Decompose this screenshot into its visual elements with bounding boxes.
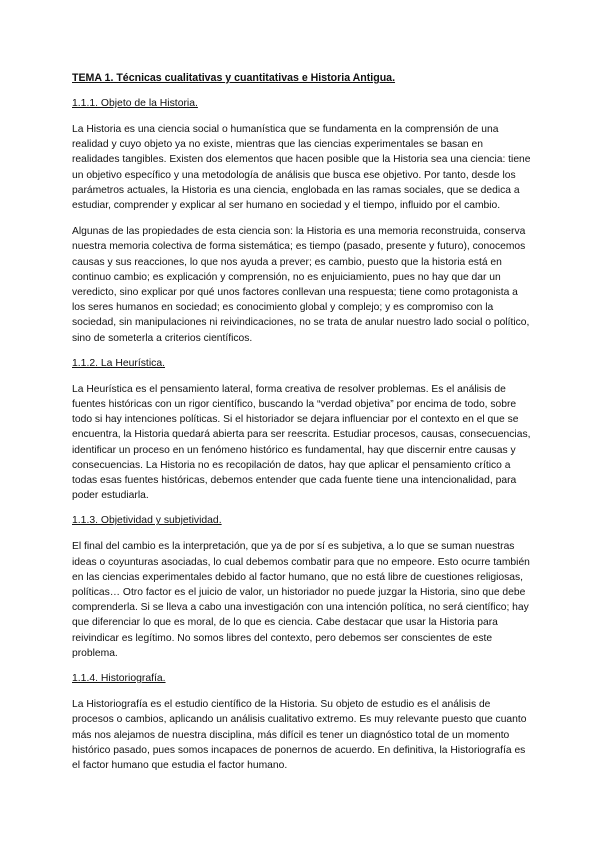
- paragraph: El final del cambio es la interpretación, que ya de por sí es subjetiva, a lo que se suman nuestras ideas o coyunturas asociadas, lo cual debemos combatir para que no empeore. Esto ocurre también en las ciencias experimentales debido al factor humano, que no está libre de cuestiones religiosas, políticas… Otro factor es el juicio de valor, un historiador no puede juzgar la Historia, sino que debe comprenderla. Si se lleva a cabo una investigación con una intención política, no será científico; hay que diferenciar lo que es moral, de lo que es ciencia. Cabe destacar que usar la Historia para reivindicar es legítimo. No somos libres del contexto, pero debemos ser conscientes de este problema.: [72, 541, 530, 659]
- section-historiografia: [72, 672, 532, 773]
- section-heuristica: [72, 357, 532, 504]
- section-objeto-historia: [72, 97, 532, 346]
- section-heading: 1.1.1. Objeto de la Historia.: [72, 98, 198, 109]
- paragraph: Algunas de las propiedades de esta ciencia son: la Historia es una memoria reconstruida, conserva nuestra memoria colectiva de forma sistemática; es tiempo (pasado, presente y futuro), conocemos causas y sus reacciones, lo que nos ayuda a prever; es cambio, puesto que la historia está en continuo cambio; es explicación y comprensión, no es enjuiciamiento, pues no hay que dar un veredicto, sino explicar por qué unos factores conllevan una respuesta; tiene como protagonista a los seres humanos en sociedad; es conocimiento global y complejo; y es compromiso con la sociedad, sin manipulaciones ni reivindicaciones, no se trata de anular nuestro lado social o político, sino de someterla a criterios científicos.: [72, 226, 530, 344]
- document-title: TEMA 1. Técnicas cualitativas y cuantitativas e Historia Antigua.: [72, 72, 396, 84]
- section-heading: 1.1.3. Objetividad y subjetividad.: [72, 515, 222, 527]
- section-objetividad-subjetividad: [72, 514, 532, 661]
- section-heading: 1.1.4. Historiografía.: [72, 673, 166, 685]
- document-page: [72, 71, 532, 784]
- paragraph: La Historia es una ciencia social o humanística que se fundamenta en la comprensión de una realidad y cuyo objeto ya no existe, mientras que las ciencias experimentales se basan en realidades tangibles. Existen dos elementos que hacen posible que la Historia sea una ciencia: tiene un objetivo específico y una metodología de análisis que busca ese objetivo. Por tanto, desde los parámetros actuales, la Historia es una ciencia, englobada en las ramas sociales, que se dedica a estudiar, comprender y explicar al ser humano en sociedad y el tiempo, influido por el cambio.: [72, 124, 531, 212]
- paragraph: La Historiografía es el estudio científico de la Historia. Su objeto de estudio es el análisis de procesos o cambios, aplicando un análisis cualitativo extremo. Es muy relevante puesto que cuanto más nos alejamos de nuestra disciplina, más difícil es tener un diagnóstico total de un momento histórico pasado, pues somos incapaces de ponernos de acuerdo. En definitiva, la Historiografía es el factor humano que estudia el factor humano.: [72, 699, 527, 771]
- section-heading: 1.1.2. La Heurística.: [72, 357, 165, 369]
- paragraph: La Heurística es el pensamiento lateral, forma creativa de resolver problemas. Es el análisis de fuentes históricas con un rigor científico, buscando la “verdad objetiva” por encima de todo, sobre todo si hay intenciones políticas. Si el historiador se dejara influenciar por el contexto en el que se encuentra, la Historia quedará abierta para ser reescrita. Estudiar procesos, causas, consecuencias, identificar un proceso en un fenómeno histórico es fundamental, hay que discernir entre causas y consecuencias. La Historia no es recopilación de datos, hay que aplicar el pensamiento crítico a todas esas fuentes históricas, debemos entender que cada fuente tiene una intencionalidad, para poder estudiarla.: [72, 383, 531, 502]
